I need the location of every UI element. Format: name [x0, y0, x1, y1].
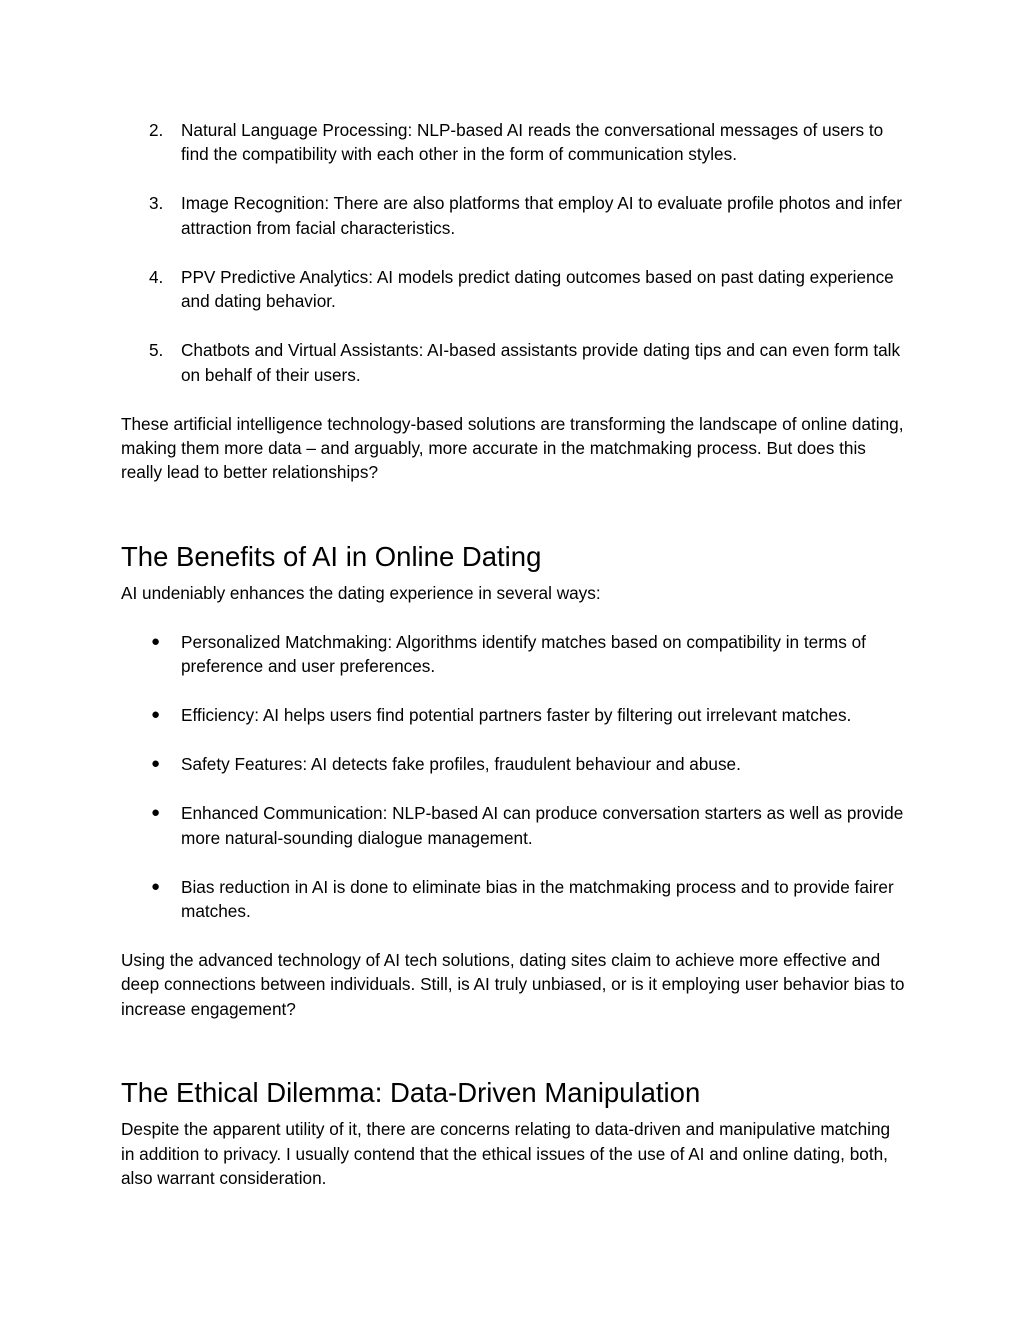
list-item-text: Bias reduction in AI is done to eliminate bias in the matchmaking process and to provide fairer matches. [181, 876, 894, 922]
document-page [121, 118, 907, 1191]
list-item-text: Safety Features: AI detects fake profiles, fraudulent behaviour and abuse. [181, 754, 741, 775]
list-item-text: PPV Predictive Analytics: AI models predict dating outcomes based on past dating experience and dating behavior. [181, 266, 894, 312]
bullet-icon: ● [151, 755, 161, 773]
list-item [121, 265, 907, 314]
list-item [121, 338, 907, 387]
list-item-text: Efficiency: AI helps users find potential partners faster by filtering out irrelevant matches. [181, 705, 852, 726]
list-item-text: Enhanced Communication: NLP-based AI can produce conversation starters as well as provide more natural-sounding dialogue management. [181, 803, 904, 848]
bullet-icon: ● [151, 632, 161, 650]
list-item [121, 752, 907, 776]
list-item [121, 118, 907, 167]
benefits-intro: AI undeniably enhances the dating experience in several ways: [121, 582, 601, 603]
list-item [121, 875, 907, 924]
list-number: 3. [149, 193, 164, 214]
list-item [121, 630, 907, 679]
numbered-list [121, 118, 907, 387]
benefits-closing-paragraph: Using the advanced technology of AI tech solutions, dating sites claim to achieve more effective and deep connections between individuals. Still, is AI truly unbiased, or is it employing user behavior bias to increase engagement? [121, 950, 905, 1019]
bullet-icon: ● [151, 877, 161, 895]
benefits-heading: The Benefits of AI in Online Dating [121, 540, 542, 572]
list-item-text: Chatbots and Virtual Assistants: AI-based assistants provide dating tips and can even form talk on behalf of their users. [181, 340, 901, 385]
list-number: 4. [149, 266, 164, 287]
list-item-text: Personalized Matchmaking: Algorithms identify matches based on compatibility in terms of preference and user preferences. [181, 631, 866, 677]
bullet-icon: ● [151, 706, 161, 724]
list-item-text: Natural Language Processing: NLP-based AI reads the conversational messages of users to find the compatibility with each other in the form of communication styles. [181, 120, 884, 165]
list-item [121, 801, 907, 850]
benefits-bullet-list [121, 630, 907, 924]
list-number: 2. [149, 120, 164, 140]
list-number: 5. [149, 340, 164, 361]
list-item [121, 703, 907, 727]
transforming-paragraph: These artificial intelligence technology-based solutions are transforming the landscape of online dating, making them more data – and arguably, more accurate in the matchmaking process. But does this really lead to better relationships? [121, 413, 904, 483]
bullet-icon: ● [151, 804, 161, 822]
list-item [121, 191, 907, 240]
ethics-heading: The Ethical Dilemma: Data-Driven Manipulation [121, 1077, 701, 1109]
ethics-intro-paragraph: Despite the apparent utility of it, there are concerns relating to data-driven and manipulative matching in addition to privacy. I usually contend that the ethical issues of the use of AI and online dating, both, also warrant consideration. [121, 1119, 891, 1189]
list-item-text: Image Recognition: There are also platforms that employ AI to evaluate profile photos and infer attraction from facial characteristics. [181, 193, 903, 238]
